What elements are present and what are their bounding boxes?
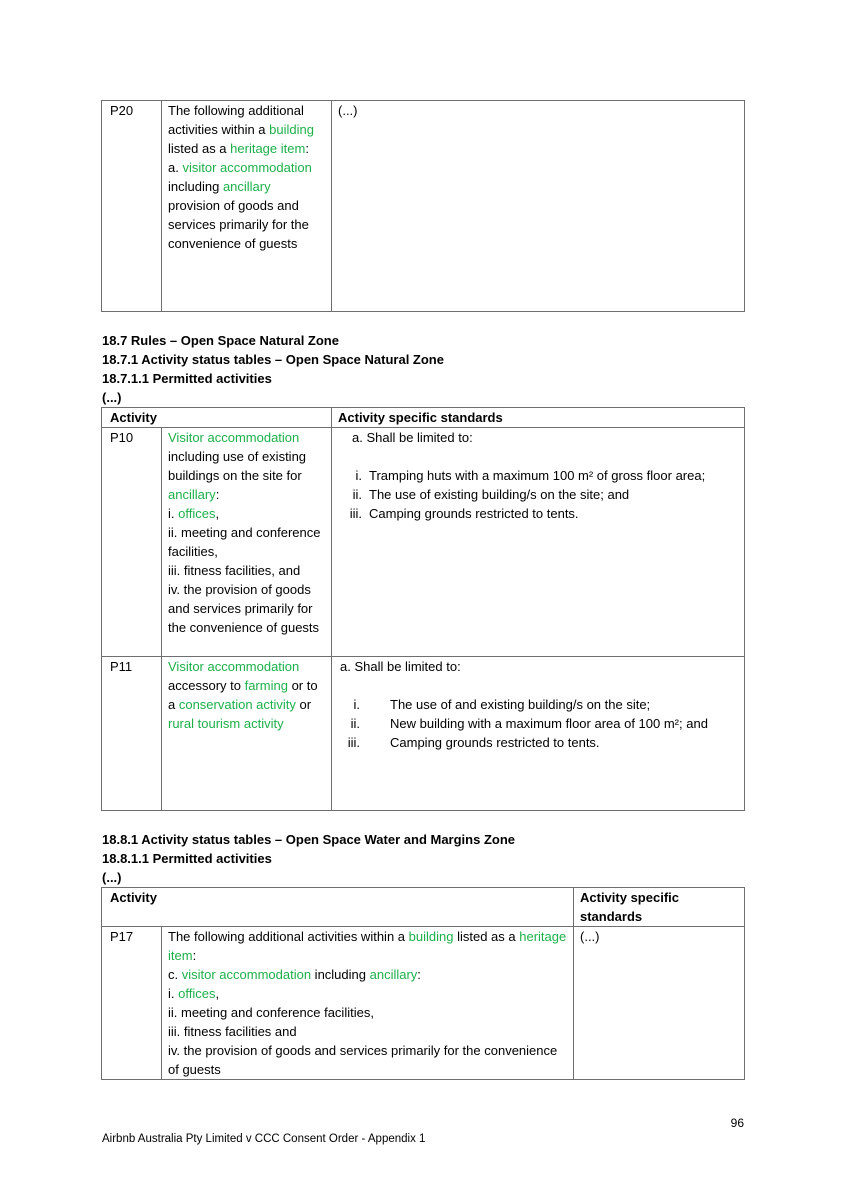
text-segment: ,	[215, 506, 220, 521]
text-segment: iii. fitness facilities, and	[168, 563, 301, 578]
text-segment: :	[417, 967, 421, 982]
defined-term-link[interactable]: building	[408, 929, 454, 944]
table-row	[102, 927, 745, 1080]
activity-standards	[332, 657, 745, 811]
text-segment: i.	[168, 986, 179, 1001]
text-segment: or to a	[168, 678, 318, 712]
text-segment: ii. meeting and conference facilities,	[168, 1005, 374, 1020]
text-segment: c.	[168, 967, 182, 982]
list-item	[348, 466, 738, 485]
defined-term-link[interactable]: Visitor accommodation	[168, 430, 300, 445]
standards-intro: a. Shall be limited to:	[340, 659, 461, 674]
table-row	[102, 428, 745, 657]
table-header-row	[102, 888, 745, 927]
list-item-text: The use of and existing building/s on the site;	[390, 697, 651, 712]
defined-term-link[interactable]: heritage item	[230, 141, 306, 156]
table-row	[102, 657, 745, 811]
list-item	[340, 714, 738, 733]
defined-term-link[interactable]: heritage item	[168, 929, 567, 963]
activity-description	[162, 428, 332, 657]
list-item-number: iii.	[349, 506, 362, 521]
column-header-activity: Activity	[102, 888, 574, 927]
text-segment: ii. meeting and conference facilities,	[168, 525, 321, 559]
standards-list	[348, 466, 738, 523]
defined-term-link[interactable]: visitor accommodation	[181, 967, 312, 982]
list-item-number: i.	[353, 697, 360, 712]
list-item	[348, 485, 738, 504]
text-segment: :	[215, 487, 220, 502]
ellipsis-marker: (...)	[102, 390, 122, 405]
text-segment: i.	[168, 506, 179, 521]
text-segment: accessory to	[168, 678, 245, 693]
defined-term-link[interactable]: offices	[178, 506, 216, 521]
activity-description	[162, 927, 574, 1080]
list-item-number: iii.	[347, 735, 360, 750]
list-item	[340, 733, 738, 752]
text-segment: including	[311, 967, 370, 982]
list-item-text: Tramping huts with a maximum 100 m² of gross floor area;	[369, 468, 706, 483]
activity-code: P10	[102, 428, 162, 657]
defined-term-link[interactable]: visitor accommodation	[182, 160, 312, 175]
heading-activity-status-water-zone: 18.8.1 Activity status tables – Open Space Water and Margins Zone	[102, 832, 515, 847]
text-segment: or	[295, 697, 312, 712]
defined-term-link[interactable]: rural tourism activity	[168, 716, 284, 731]
page-footer: Airbnb Australia Pty Limited v CCC Consent Order - Appendix 1	[102, 1133, 426, 1145]
text-segment: The following additional activities within a	[168, 929, 409, 944]
standards-list	[340, 695, 738, 752]
text-segment: listed as a	[453, 929, 520, 944]
defined-term-link[interactable]: ancillary	[168, 487, 216, 502]
text-segment: listed as a	[168, 141, 231, 156]
text-segment: iv. the provision of goods and services primarily for the convenience of guests	[168, 582, 320, 635]
activity-code: P20	[102, 101, 162, 312]
list-item-number: i.	[355, 468, 362, 483]
list-item-text: Camping grounds restricted to tents.	[369, 506, 579, 521]
heading-permitted-activities: 18.7.1.1 Permitted activities	[102, 371, 272, 386]
ellipsis-marker: (...)	[102, 870, 122, 885]
defined-term-link[interactable]: building	[269, 122, 314, 137]
p20-table	[101, 100, 745, 312]
list-item-text: Camping grounds restricted to tents.	[390, 735, 600, 750]
defined-term-link[interactable]: offices	[178, 986, 216, 1001]
activity-description	[162, 101, 332, 312]
table-row	[102, 101, 745, 312]
activity-description	[162, 657, 332, 811]
column-header-activity: Activity	[102, 408, 332, 428]
column-header-standards: Activity specific standards	[332, 408, 745, 428]
defined-term-link[interactable]: Visitor accommodation	[168, 659, 300, 674]
defined-term-link[interactable]: farming	[244, 678, 288, 693]
heading-permitted-activities: 18.8.1.1 Permitted activities	[102, 851, 272, 866]
list-item	[340, 695, 738, 714]
column-header-standards: Activity specific standards	[574, 888, 745, 927]
text-segment: :	[192, 948, 197, 963]
text-segment: provision of goods and services primarily for the convenience of guests	[168, 198, 309, 251]
text-segment: The following additional activities within a	[168, 103, 304, 137]
list-item-text: The use of existing building/s on the site; and	[369, 487, 630, 502]
table-header-row	[102, 408, 745, 428]
text-segment: including	[168, 179, 223, 194]
heading-activity-status-natural-zone: 18.7.1 Activity status tables – Open Space Natural Zone	[102, 352, 444, 367]
activity-standards: (...)	[574, 927, 745, 1080]
list-item-number: ii.	[352, 487, 362, 502]
heading-rules-natural-zone: 18.7 Rules – Open Space Natural Zone	[102, 333, 339, 348]
defined-term-link[interactable]: ancillary	[369, 967, 418, 982]
water-zone-table	[101, 887, 745, 1080]
activity-code: P17	[102, 927, 162, 1080]
text-segment: :	[305, 141, 309, 156]
natural-zone-table	[101, 407, 745, 811]
text-segment: iii. fitness facilities and	[168, 1024, 297, 1039]
list-item-text: New building with a maximum floor area of 100 m²; and	[390, 716, 708, 731]
activity-standards	[332, 428, 745, 657]
list-item-number: ii.	[350, 716, 360, 731]
defined-term-link[interactable]: conservation activity	[178, 697, 296, 712]
list-item	[348, 504, 738, 523]
defined-term-link[interactable]: ancillary	[222, 179, 271, 194]
text-segment: a.	[168, 160, 183, 175]
text-segment: including use of existing buildings on the site for	[168, 449, 307, 483]
page-number: 96	[730, 1116, 744, 1130]
activity-standards: (...)	[332, 101, 745, 312]
activity-code: P11	[102, 657, 162, 811]
text-segment: iv. the provision of goods and services primarily for the convenience of guests	[168, 1043, 558, 1077]
text-segment: ,	[215, 986, 220, 1001]
standards-intro: a. Shall be limited to:	[352, 430, 473, 445]
